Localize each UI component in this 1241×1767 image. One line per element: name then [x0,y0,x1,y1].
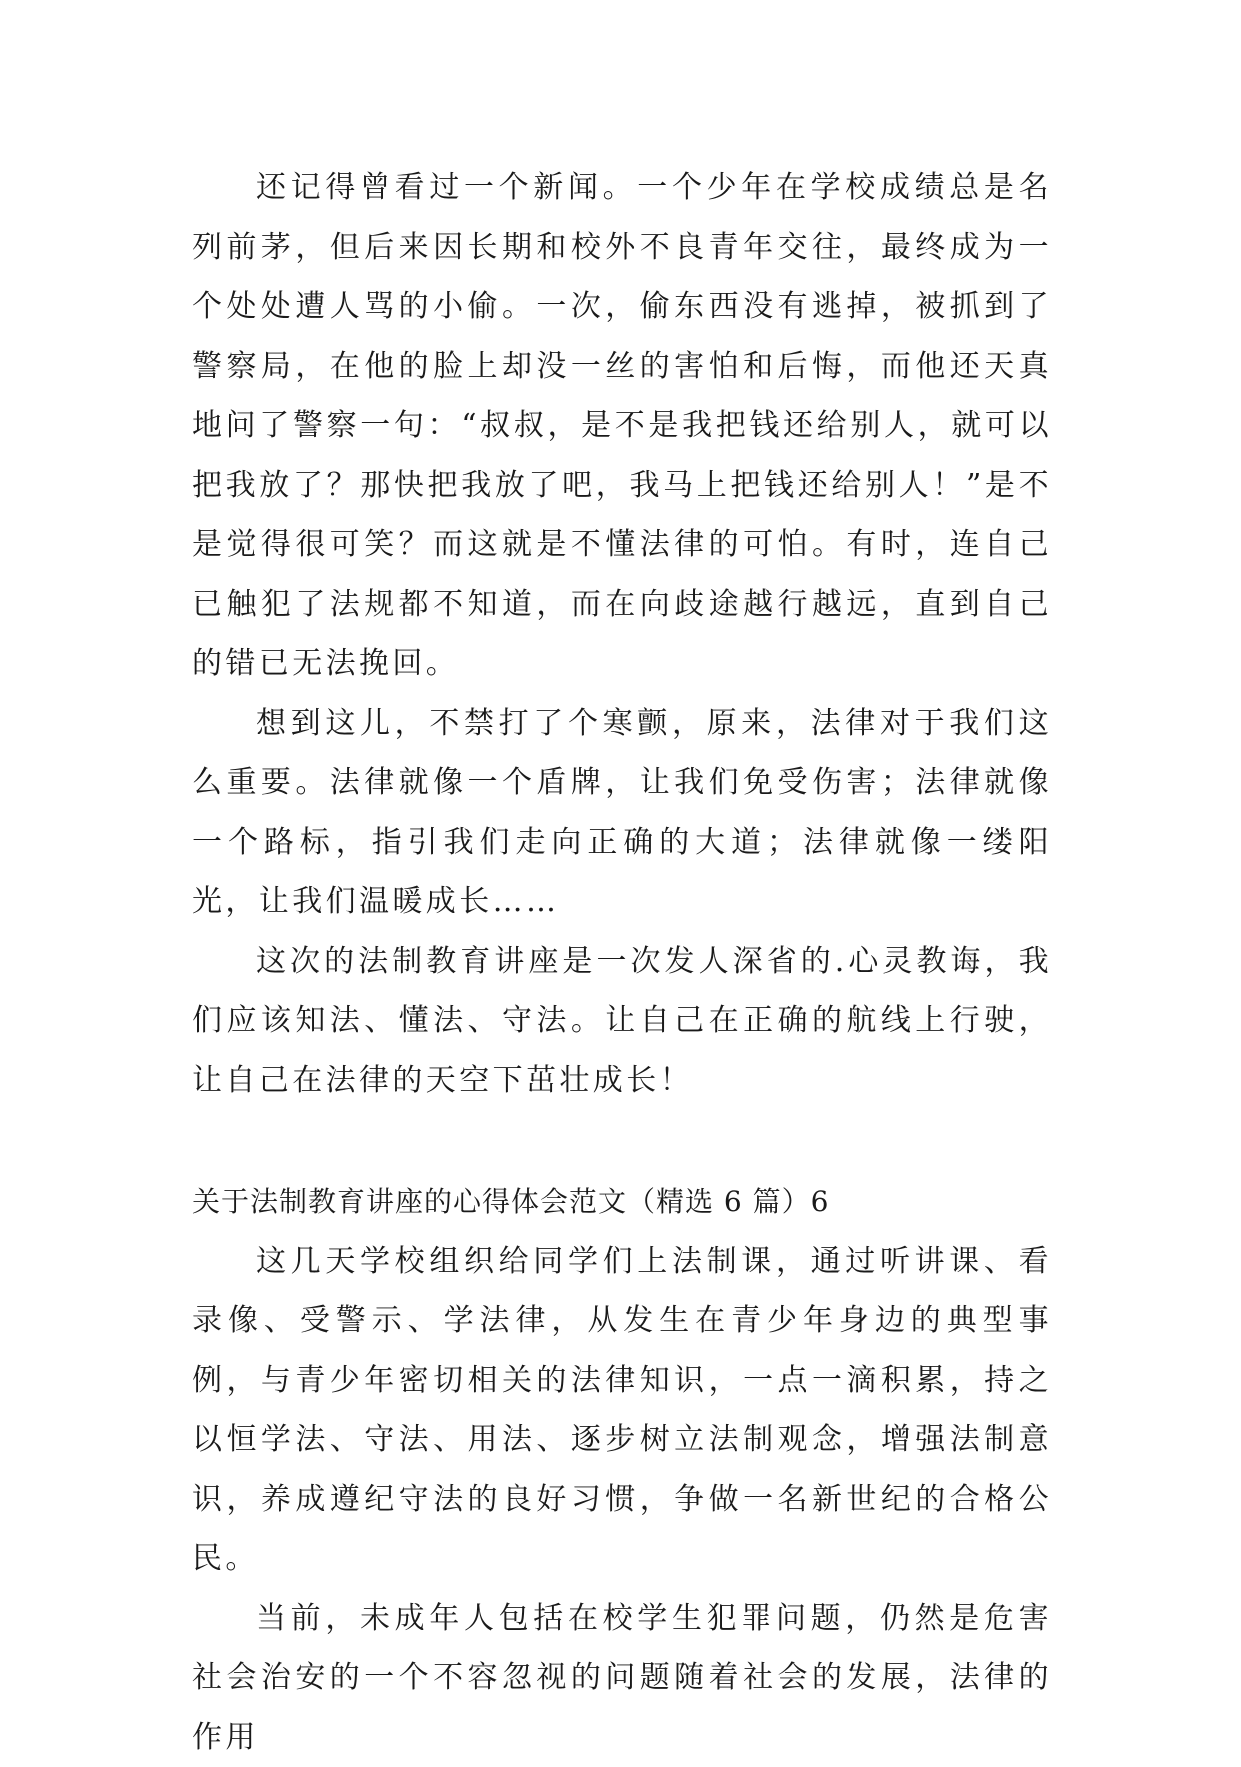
document-page [192,158,1052,1767]
paragraph-lecture-conclusion: 这次的法制教育讲座是一次发人深省的.心灵教诲，我们应该知法、懂法、守法。让自己在正确的航线上行驶，让自己在法律的天空下茁壮成长！ [192,932,1052,1111]
paragraph-law-importance: 想到这儿，不禁打了个寒颤，原来，法律对于我们这么重要。法律就像一个盾牌，让我们免受伤害；法律就像一个路标，指引我们走向正确的大道；法律就像一缕阳光，让我们温暖成长…… [192,694,1052,932]
paragraph-school-law-class: 这几天学校组织给同学们上法制课，通过听讲课、看录像、受警示、学法律，从发生在青少年身边的典型事例，与青少年密切相关的法律知识，一点一滴积累，持之以恒学法、守法、用法、逐步树立法制观念，增强法制意识，养成遵纪守法的良好习惯，争做一名新世纪的合格公民。 [192,1232,1052,1589]
paragraph-juvenile-crime: 当前，未成年人包括在校学生犯罪问题，仍然是危害社会治安的一个不容忽视的问题随着社会的发展，法律的作用 [192,1589,1052,1767]
section-heading: 关于法制教育讲座的心得体会范文（精选 6 篇）6 [192,1172,1052,1232]
paragraph-news-story: 还记得曾看过一个新闻。一个少年在学校成绩总是名列前茅，但后来因长期和校外不良青年交往，最终成为一个处处遭人骂的小偷。一次，偷东西没有逃掉，被抓到了警察局，在他的脸上却没一丝的害怕和后悔，而他还天真地问了警察一句：“叔叔，是不是我把钱还给别人，就可以把我放了？那快把我放了吧，我马上把钱还给别人！”是不是觉得很可笑？而这就是不懂法律的可怕。有时，连自己已触犯了法规都不知道，而在向歧途越行越远，直到自己的错已无法挽回。 [192,158,1052,694]
